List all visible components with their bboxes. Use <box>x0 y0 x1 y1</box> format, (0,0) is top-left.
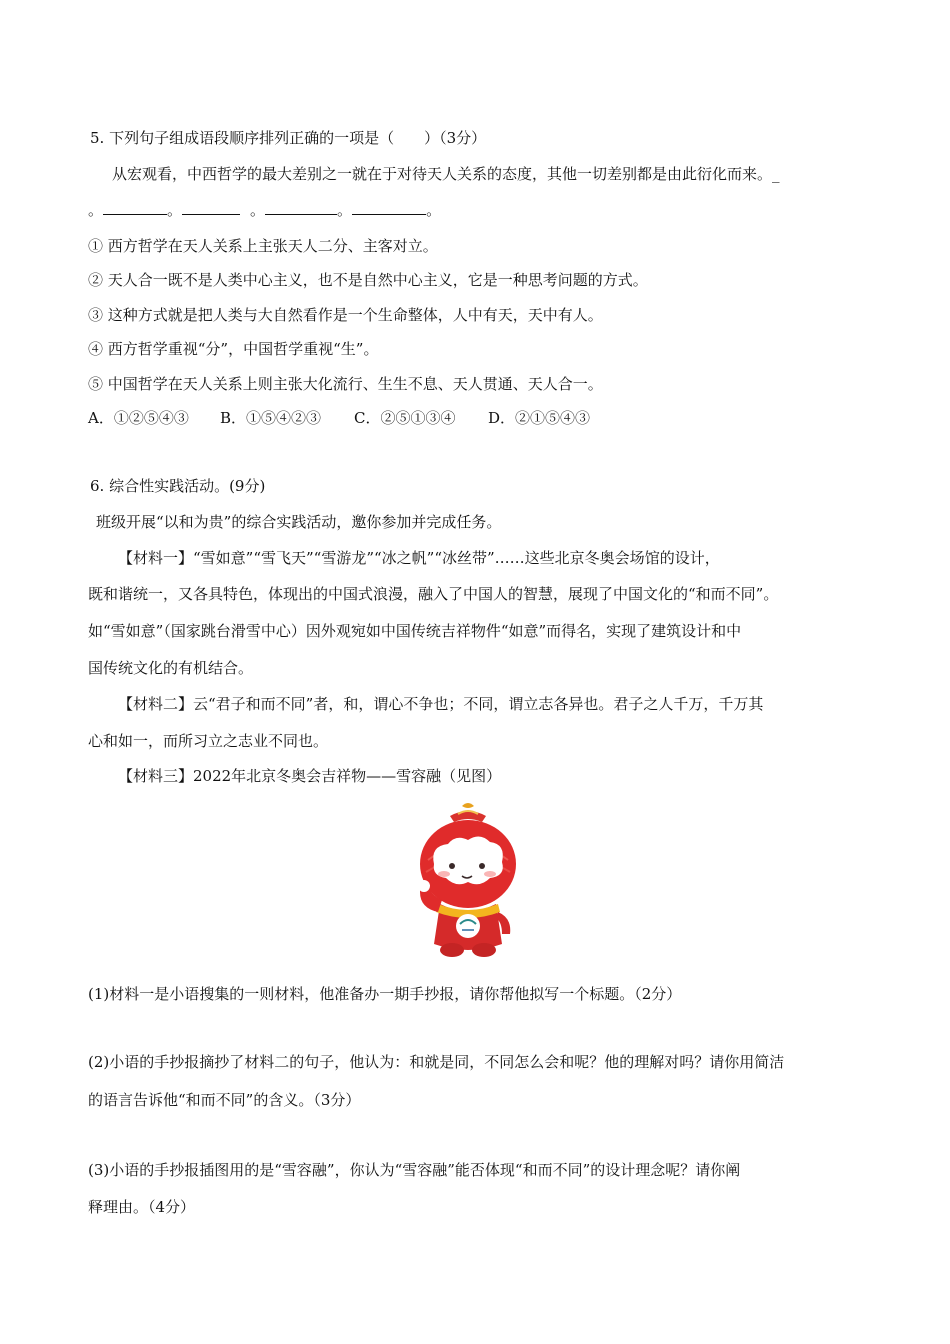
q6-title: 6. 综合性实践活动。(9分) <box>90 477 266 495</box>
sub-question-1: (1)材料一是小语搜集的一则材料，他准备办一期手抄报，请你帮他拟写一个标题。（2分） <box>88 985 682 1003</box>
material1-line: 既和谐统一，又各具特色，体现出的中国式浪漫，融入了中国人的智慧，展现了中国文化的“和而不同”。 <box>88 585 779 603</box>
q5-answer-blanks <box>88 200 441 220</box>
q5-question: 5. 下列句子组成语段顺序排列正确的一项是（ ）（3分） <box>90 129 487 147</box>
option-b[interactable]: B．①⑤④②③ <box>220 409 322 427</box>
material1-line: 如“雪如意”（国家跳台滑雪中心）因外观宛如中国传统吉祥物件“如意”而得名，实现了建筑设计和中 <box>88 622 742 640</box>
q5-sentence: ④ 西方哲学重视“分”，中国哲学重视“生”。 <box>88 340 379 358</box>
material2-line: 心和如一，而所习立之志业不同也。 <box>88 732 329 750</box>
blank-separator: 。 <box>426 201 442 219</box>
q5-passage-intro: 从宏观看，中西哲学的最大差别之一就在于对待天人关系的态度，其他一切差别都是由此衍化而来。_ <box>112 165 780 183</box>
sub-question-3-line: 释理由。（4分） <box>88 1198 196 1216</box>
option-a[interactable]: A．①②⑤④③ <box>88 409 189 427</box>
q6-intro: 班级开展“以和为贵”的综合实践活动，邀你参加并完成任务。 <box>96 513 502 531</box>
material1-line: 国传统文化的有机结合。 <box>88 659 254 677</box>
sub-question-3-line: (3)小语的手抄报插图用的是“雪容融”，你认为“雪容融”能否体现“和而不同”的设计理念呢？请你阐 <box>88 1161 741 1179</box>
sub-question-2-line: 的语言告诉他“和而不同”的含义。（3分） <box>88 1091 361 1109</box>
q5-options <box>88 408 590 428</box>
answer-blank[interactable] <box>352 200 426 215</box>
answer-blank[interactable] <box>265 200 337 215</box>
option-c[interactable]: C．②⑤①③④ <box>354 409 456 427</box>
material1-line: 【材料一】“雪如意”“雪飞天”“雪游龙”“冰之帆”“冰丝带”……这些北京冬奥会场馆的设计， <box>118 549 720 567</box>
sub-question-2-line: (2)小语的手抄报摘抄了材料二的句子，他认为：和就是同，不同怎么会和呢？他的理解对吗？请你用简洁 <box>88 1053 785 1071</box>
mascot-illustration <box>412 800 524 965</box>
blank-separator: 。 <box>337 201 353 219</box>
q5-sentence: ⑤ 中国哲学在天人关系上则主张大化流行、生生不息、天人贯通、天人合一。 <box>88 375 603 393</box>
answer-blank[interactable] <box>103 200 167 215</box>
blank-separator: 。 <box>88 201 104 219</box>
q5-sentence: ③ 这种方式就是把人类与大自然看作是一个生命整体，人中有天，天中有人。 <box>88 306 603 324</box>
answer-blank[interactable] <box>182 200 240 215</box>
q5-sentence: ① 西方哲学在天人关系上主张天人二分、主客对立。 <box>88 237 438 255</box>
material2-line: 【材料二】云“君子和而不同”者，和，谓心不争也；不同，谓立志各异也。君子之人千万，千万其 <box>118 695 764 713</box>
blank-separator: 。 <box>167 201 183 219</box>
option-d[interactable]: D．②①⑤④③ <box>488 409 591 427</box>
blank-separator: 。 <box>250 201 266 219</box>
q5-sentence: ② 天人合一既不是人类中心主义，也不是自然中心主义，它是一种思考问题的方式。 <box>88 271 648 289</box>
material3-line: 【材料三】2022年北京冬奥会吉祥物——雪容融（见图） <box>118 767 502 785</box>
